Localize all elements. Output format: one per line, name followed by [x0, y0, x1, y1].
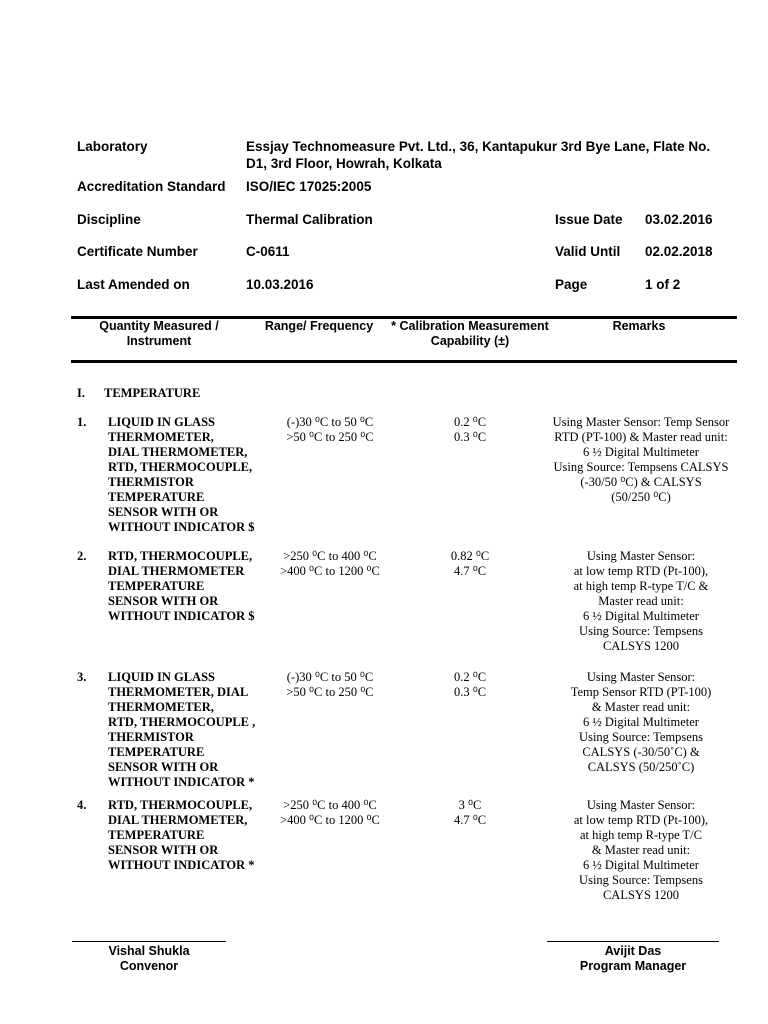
range-line: (-)30 ⁰C to 50 ⁰C	[286, 415, 374, 429]
instrument-line: THERMISTOR	[108, 475, 194, 489]
range-line: >250 ⁰C to 400 ⁰C	[283, 549, 377, 563]
column-header-quantity-line2: Instrument	[126, 334, 192, 348]
row-number: 2.	[77, 549, 87, 563]
remarks-line: Using Source: Tempsens CALSYS	[553, 460, 729, 474]
range-line: >400 ⁰C to 1200 ⁰C	[280, 813, 380, 827]
instrument-line: RTD, THERMOCOUPLE,	[108, 798, 253, 812]
instrument-line: TEMPERATURE	[108, 745, 205, 759]
row-remarks	[536, 549, 746, 654]
remarks-line: Using Source: Tempsens	[579, 873, 703, 887]
instrument-line: DIAL THERMOMETER,	[108, 445, 248, 459]
row-remarks	[536, 670, 746, 775]
section-number: I.	[77, 386, 85, 400]
row-cmc	[420, 670, 520, 700]
column-header-cmc-line2: Capability (±)	[430, 334, 510, 348]
remarks-line: (-30/50 ⁰C) & CALSYS	[580, 475, 702, 489]
certificate-label: Certificate Number	[77, 244, 198, 259]
signature-right-name: Avijit Das	[604, 944, 662, 958]
remarks-line: RTD (PT-100) & Master read unit:	[554, 430, 728, 444]
remarks-line: & Master read unit:	[591, 843, 691, 857]
instrument-line: DIAL THERMOMETER	[108, 564, 245, 578]
column-header-range: Range/ Frequency	[264, 319, 374, 333]
valid-until-label: Valid Until	[555, 244, 621, 259]
remarks-line: at low temp RTD (Pt-100),	[573, 813, 709, 827]
remarks-line: at high temp R-type T/C	[580, 828, 702, 842]
row-range	[255, 798, 405, 828]
row-number: 4.	[77, 798, 87, 812]
remarks-line: 6 ½ Digital Multimeter	[583, 609, 699, 623]
standard-value: ISO/IEC 17025:2005	[246, 179, 372, 194]
row-number: 1.	[77, 415, 87, 429]
remarks-line: Using Source: Tempsens	[579, 730, 703, 744]
instrument-line: THERMISTOR	[108, 730, 194, 744]
remarks-line: 6 ½ Digital Multimeter	[583, 715, 699, 729]
issue-date-label: Issue Date	[555, 212, 623, 227]
signature-line-left	[72, 941, 226, 942]
amended-value: 10.03.2016	[246, 277, 314, 292]
signature-left	[72, 944, 226, 974]
valid-until-value: 02.02.2018	[645, 244, 713, 259]
instrument-line: LIQUID IN GLASS	[108, 415, 215, 429]
signature-right-role: Program Manager	[579, 959, 687, 973]
row-remarks	[536, 415, 746, 505]
laboratory-value-line2: D1, 3rd Floor, Howrah, Kolkata	[246, 156, 442, 171]
cmc-line: 0.82 ⁰C	[450, 549, 490, 563]
remarks-line: Using Source: Tempsens	[579, 624, 703, 638]
cmc-line: 4.7 ⁰C	[453, 813, 487, 827]
cmc-line: 0.2 ⁰C	[453, 415, 487, 429]
remarks-line: Master read unit:	[598, 594, 684, 608]
instrument-line: SENSOR WITH OR	[108, 760, 219, 774]
remarks-line: CALSYS 1200	[602, 888, 680, 902]
remarks-line: Using Master Sensor:	[586, 549, 696, 563]
remarks-line: Using Master Sensor:	[586, 670, 696, 684]
column-header-quantity	[84, 319, 234, 349]
column-header-cmc	[385, 319, 555, 349]
remarks-line: at low temp RTD (Pt-100),	[573, 564, 709, 578]
instrument-line: WITHOUT INDICATOR $	[108, 609, 255, 623]
column-header-remarks: Remarks	[612, 319, 666, 333]
row-remarks	[536, 798, 746, 903]
cmc-line: 0.3 ⁰C	[453, 430, 487, 444]
instrument-line: WITHOUT INDICATOR $	[108, 520, 255, 534]
column-header-cmc-line1: * Calibration Measurement	[391, 319, 549, 333]
cmc-line: 0.3 ⁰C	[453, 685, 487, 699]
signature-right	[547, 944, 719, 974]
range-line: (-)30 ⁰C to 50 ⁰C	[286, 670, 374, 684]
page-value: 1 of 2	[645, 277, 681, 292]
remarks-line: CALSYS 1200	[602, 639, 680, 653]
page-label: Page	[555, 277, 588, 292]
remarks-line: Using Master Sensor:	[586, 798, 696, 812]
section-title: TEMPERATURE	[104, 386, 201, 400]
instrument-line: LIQUID IN GLASS	[108, 670, 215, 684]
remarks-line: & Master read unit:	[591, 700, 691, 714]
instrument-line: SENSOR WITH OR	[108, 594, 219, 608]
cmc-line: 3 ⁰C	[458, 798, 482, 812]
remarks-line: (50/250 ⁰C)	[611, 490, 671, 504]
instrument-line: RTD, THERMOCOUPLE ,	[108, 715, 256, 729]
signature-left-name: Vishal Shukla	[108, 944, 190, 958]
column-header-quantity-line1: Quantity Measured /	[99, 319, 219, 333]
signature-line-right	[547, 941, 719, 942]
laboratory-value-line1: Essjay Technomeasure Pvt. Ltd., 36, Kantapukur 3rd Bye Lane, Flate No.	[246, 139, 711, 154]
signature-left-role: Convenor	[119, 959, 179, 973]
row-cmc	[420, 415, 520, 445]
row-cmc	[420, 798, 520, 828]
instrument-line: TEMPERATURE	[108, 579, 205, 593]
instrument-line: RTD, THERMOCOUPLE,	[108, 460, 253, 474]
discipline-label: Discipline	[77, 212, 141, 227]
instrument-line: THERMOMETER, DIAL	[108, 685, 249, 699]
instrument-line: DIAL THERMOMETER,	[108, 813, 248, 827]
remarks-line: CALSYS (50/250˚C)	[587, 760, 695, 774]
row-range	[255, 549, 405, 579]
laboratory-label: Laboratory	[77, 139, 148, 154]
range-line: >50 ⁰C to 250 ⁰C	[286, 430, 374, 444]
row-cmc	[420, 549, 520, 579]
remarks-line: Using Master Sensor: Temp Sensor	[552, 415, 730, 429]
instrument-line: SENSOR WITH OR	[108, 843, 219, 857]
instrument-line: RTD, THERMOCOUPLE,	[108, 549, 253, 563]
instrument-line: TEMPERATURE	[108, 490, 205, 504]
range-line: >400 ⁰C to 1200 ⁰C	[280, 564, 380, 578]
issue-date-value: 03.02.2016	[645, 212, 713, 227]
table-header-rule	[71, 360, 737, 363]
remarks-line: Temp Sensor RTD (PT-100)	[570, 685, 712, 699]
instrument-line: THERMOMETER,	[108, 700, 214, 714]
row-number: 3.	[77, 670, 87, 684]
row-range	[255, 670, 405, 700]
range-line: >50 ⁰C to 250 ⁰C	[286, 685, 374, 699]
cmc-line: 0.2 ⁰C	[453, 670, 487, 684]
instrument-line: SENSOR WITH OR	[108, 505, 219, 519]
range-line: >250 ⁰C to 400 ⁰C	[283, 798, 377, 812]
instrument-line: WITHOUT INDICATOR *	[108, 858, 255, 872]
instrument-line: WITHOUT INDICATOR *	[108, 775, 255, 789]
instrument-line: THERMOMETER,	[108, 430, 214, 444]
certificate-value: C-0611	[246, 244, 290, 259]
standard-label: Accreditation Standard	[77, 179, 226, 194]
remarks-line: at high temp R-type T/C &	[573, 579, 709, 593]
remarks-line: CALSYS (-30/50˚C) &	[582, 745, 700, 759]
remarks-line: 6 ½ Digital Multimeter	[583, 445, 699, 459]
remarks-line: 6 ½ Digital Multimeter	[583, 858, 699, 872]
discipline-value: Thermal Calibration	[246, 212, 373, 227]
cmc-line: 4.7 ⁰C	[453, 564, 487, 578]
row-range	[255, 415, 405, 445]
instrument-line: TEMPERATURE	[108, 828, 205, 842]
amended-label: Last Amended on	[77, 277, 190, 292]
